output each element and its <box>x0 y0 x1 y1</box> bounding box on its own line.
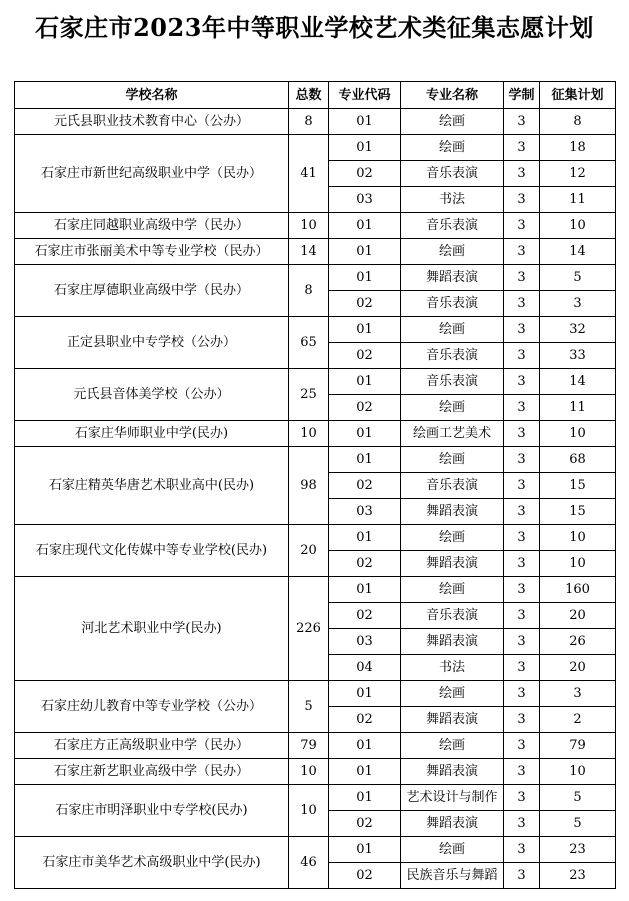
major-name-cell: 绘画 <box>401 317 504 343</box>
school-total-cell: 10 <box>289 421 329 447</box>
plan-cell: 79 <box>540 733 616 759</box>
years-cell: 3 <box>504 863 540 889</box>
school-total-cell: 226 <box>289 577 329 681</box>
major-name-cell: 书法 <box>401 655 504 681</box>
plan-cell: 5 <box>540 811 616 837</box>
major-name-cell: 民族音乐与舞蹈 <box>401 863 504 889</box>
major-code-cell: 01 <box>329 213 401 239</box>
school-total-cell: 5 <box>289 681 329 733</box>
years-cell: 3 <box>504 213 540 239</box>
years-cell: 3 <box>504 369 540 395</box>
major-code-cell: 01 <box>329 369 401 395</box>
recruitment-plan-table <box>14 81 616 889</box>
plan-cell: 23 <box>540 863 616 889</box>
major-code-cell: 01 <box>329 525 401 551</box>
major-code-cell: 01 <box>329 317 401 343</box>
major-code-cell: 03 <box>329 499 401 525</box>
major-name-cell: 音乐表演 <box>401 603 504 629</box>
school-total-cell: 20 <box>289 525 329 577</box>
years-cell: 3 <box>504 317 540 343</box>
table-row <box>15 369 616 395</box>
years-cell: 3 <box>504 629 540 655</box>
header-school-name: 学校名称 <box>15 82 289 109</box>
school-total-cell: 98 <box>289 447 329 525</box>
major-code-cell: 01 <box>329 447 401 473</box>
years-cell: 3 <box>504 239 540 265</box>
school-total-cell: 10 <box>289 759 329 785</box>
plan-cell: 5 <box>540 785 616 811</box>
major-name-cell: 舞蹈表演 <box>401 759 504 785</box>
school-name-cell: 石家庄市张丽美术中等专业学校（民办） <box>15 239 289 265</box>
plan-cell: 32 <box>540 317 616 343</box>
table-row <box>15 447 616 473</box>
table-row <box>15 785 616 811</box>
major-name-cell: 绘画 <box>401 447 504 473</box>
header-years: 学制 <box>504 82 540 109</box>
plan-cell: 10 <box>540 551 616 577</box>
years-cell: 3 <box>504 291 540 317</box>
years-cell: 3 <box>504 707 540 733</box>
major-name-cell: 舞蹈表演 <box>401 499 504 525</box>
school-name-cell: 石家庄方正高级职业中学（民办） <box>15 733 289 759</box>
header-major-name: 专业名称 <box>401 82 504 109</box>
major-name-cell: 舞蹈表演 <box>401 629 504 655</box>
school-name-cell: 元氏县音体美学校（公办） <box>15 369 289 421</box>
years-cell: 3 <box>504 759 540 785</box>
table-row <box>15 213 616 239</box>
plan-cell: 8 <box>540 109 616 135</box>
major-name-cell: 舞蹈表演 <box>401 811 504 837</box>
school-name-cell: 石家庄市新世纪高级职业中学（民办） <box>15 135 289 213</box>
years-cell: 3 <box>504 265 540 291</box>
years-cell: 3 <box>504 447 540 473</box>
major-code-cell: 03 <box>329 187 401 213</box>
major-name-cell: 音乐表演 <box>401 213 504 239</box>
plan-cell: 23 <box>540 837 616 863</box>
major-code-cell: 01 <box>329 785 401 811</box>
table-row <box>15 109 616 135</box>
header-total: 总数 <box>289 82 329 109</box>
major-name-cell: 舞蹈表演 <box>401 551 504 577</box>
school-total-cell: 25 <box>289 369 329 421</box>
school-total-cell: 14 <box>289 239 329 265</box>
school-name-cell: 河北艺术职业中学(民办) <box>15 577 289 681</box>
table-row <box>15 239 616 265</box>
school-name-cell: 石家庄新艺职业高级中学（民办） <box>15 759 289 785</box>
major-name-cell: 音乐表演 <box>401 473 504 499</box>
major-code-cell: 01 <box>329 681 401 707</box>
plan-cell: 11 <box>540 187 616 213</box>
page-title: 石家庄市2023年中等职业学校艺术类征集志愿计划 <box>35 13 594 42</box>
years-cell: 3 <box>504 837 540 863</box>
years-cell: 3 <box>504 135 540 161</box>
major-code-cell: 02 <box>329 395 401 421</box>
table-row <box>15 135 616 161</box>
major-code-cell: 01 <box>329 759 401 785</box>
years-cell: 3 <box>504 733 540 759</box>
table-row <box>15 421 616 447</box>
table-row <box>15 837 616 863</box>
plan-cell: 68 <box>540 447 616 473</box>
school-total-cell: 10 <box>289 785 329 837</box>
major-code-cell: 03 <box>329 629 401 655</box>
major-code-cell: 02 <box>329 161 401 187</box>
major-name-cell: 艺术设计与制作 <box>401 785 504 811</box>
school-name-cell: 正定县职业中专学校（公办） <box>15 317 289 369</box>
major-name-cell: 书法 <box>401 187 504 213</box>
major-name-cell: 绘画 <box>401 395 504 421</box>
plan-cell: 160 <box>540 577 616 603</box>
years-cell: 3 <box>504 473 540 499</box>
major-name-cell: 绘画 <box>401 733 504 759</box>
major-name-cell: 音乐表演 <box>401 291 504 317</box>
plan-cell: 15 <box>540 473 616 499</box>
major-code-cell: 01 <box>329 265 401 291</box>
table-row <box>15 317 616 343</box>
school-total-cell: 8 <box>289 265 329 317</box>
major-code-cell: 02 <box>329 291 401 317</box>
major-name-cell: 音乐表演 <box>401 161 504 187</box>
plan-cell: 10 <box>540 213 616 239</box>
table-row <box>15 525 616 551</box>
major-code-cell: 02 <box>329 603 401 629</box>
plan-cell: 2 <box>540 707 616 733</box>
major-name-cell: 绘画 <box>401 525 504 551</box>
major-code-cell: 02 <box>329 811 401 837</box>
plan-cell: 18 <box>540 135 616 161</box>
plan-cell: 14 <box>540 369 616 395</box>
school-total-cell: 8 <box>289 109 329 135</box>
plan-cell: 12 <box>540 161 616 187</box>
major-code-cell: 02 <box>329 551 401 577</box>
table-body <box>15 109 616 889</box>
school-total-cell: 79 <box>289 733 329 759</box>
plan-cell: 20 <box>540 603 616 629</box>
years-cell: 3 <box>504 577 540 603</box>
major-name-cell: 绘画 <box>401 837 504 863</box>
major-code-cell: 04 <box>329 655 401 681</box>
years-cell: 3 <box>504 811 540 837</box>
table-row <box>15 577 616 603</box>
years-cell: 3 <box>504 603 540 629</box>
major-code-cell: 01 <box>329 135 401 161</box>
major-code-cell: 01 <box>329 837 401 863</box>
major-code-cell: 02 <box>329 863 401 889</box>
table-row <box>15 759 616 785</box>
years-cell: 3 <box>504 681 540 707</box>
major-name-cell: 绘画工艺美术 <box>401 421 504 447</box>
years-cell: 3 <box>504 655 540 681</box>
plan-cell: 3 <box>540 291 616 317</box>
school-total-cell: 10 <box>289 213 329 239</box>
years-cell: 3 <box>504 499 540 525</box>
years-cell: 3 <box>504 395 540 421</box>
plan-cell: 5 <box>540 265 616 291</box>
table-row <box>15 681 616 707</box>
header-major-code: 专业代码 <box>329 82 401 109</box>
years-cell: 3 <box>504 421 540 447</box>
school-total-cell: 41 <box>289 135 329 213</box>
major-code-cell: 01 <box>329 239 401 265</box>
major-code-cell: 01 <box>329 733 401 759</box>
plan-cell: 20 <box>540 655 616 681</box>
years-cell: 3 <box>504 187 540 213</box>
plan-cell: 14 <box>540 239 616 265</box>
major-code-cell: 02 <box>329 343 401 369</box>
major-name-cell: 绘画 <box>401 239 504 265</box>
major-name-cell: 舞蹈表演 <box>401 265 504 291</box>
major-code-cell: 02 <box>329 473 401 499</box>
plan-cell: 3 <box>540 681 616 707</box>
plan-cell: 10 <box>540 525 616 551</box>
table-row <box>15 733 616 759</box>
school-name-cell: 石家庄精英华唐艺术职业高中(民办) <box>15 447 289 525</box>
years-cell: 3 <box>504 785 540 811</box>
school-total-cell: 65 <box>289 317 329 369</box>
years-cell: 3 <box>504 343 540 369</box>
major-code-cell: 01 <box>329 421 401 447</box>
school-name-cell: 石家庄市美华艺术高级职业中学(民办) <box>15 837 289 889</box>
major-name-cell: 绘画 <box>401 109 504 135</box>
table-header-row <box>15 82 616 109</box>
school-name-cell: 石家庄华师职业中学(民办) <box>15 421 289 447</box>
years-cell: 3 <box>504 161 540 187</box>
plan-cell: 11 <box>540 395 616 421</box>
school-name-cell: 石家庄同越职业高级中学（民办） <box>15 213 289 239</box>
school-name-cell: 石家庄市明泽职业中专学校(民办) <box>15 785 289 837</box>
plan-cell: 10 <box>540 421 616 447</box>
major-code-cell: 02 <box>329 707 401 733</box>
major-name-cell: 舞蹈表演 <box>401 707 504 733</box>
major-code-cell: 01 <box>329 109 401 135</box>
major-name-cell: 绘画 <box>401 135 504 161</box>
plan-cell: 10 <box>540 759 616 785</box>
major-name-cell: 绘画 <box>401 681 504 707</box>
plan-cell: 26 <box>540 629 616 655</box>
school-name-cell: 石家庄厚德职业高级中学（民办） <box>15 265 289 317</box>
school-name-cell: 石家庄现代文化传媒中等专业学校(民办) <box>15 525 289 577</box>
major-name-cell: 绘画 <box>401 577 504 603</box>
years-cell: 3 <box>504 551 540 577</box>
school-total-cell: 46 <box>289 837 329 889</box>
plan-cell: 33 <box>540 343 616 369</box>
table-row <box>15 265 616 291</box>
header-plan: 征集计划 <box>540 82 616 109</box>
major-name-cell: 音乐表演 <box>401 369 504 395</box>
plan-cell: 15 <box>540 499 616 525</box>
years-cell: 3 <box>504 525 540 551</box>
years-cell: 3 <box>504 109 540 135</box>
major-name-cell: 音乐表演 <box>401 343 504 369</box>
school-name-cell: 石家庄幼儿教育中等专业学校（公办） <box>15 681 289 733</box>
major-code-cell: 01 <box>329 577 401 603</box>
school-name-cell: 元氏县职业技术教育中心（公办） <box>15 109 289 135</box>
